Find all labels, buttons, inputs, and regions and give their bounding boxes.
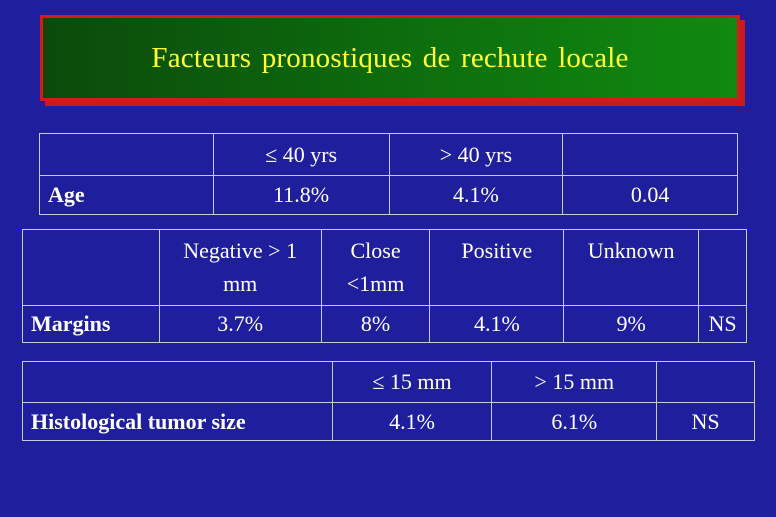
header-cell: ≤ 15 mm [332, 362, 492, 403]
header-cell: ≤ 40 yrs [213, 134, 389, 176]
header-cell: Negative > 1 mm [159, 230, 321, 306]
table-cell: 9% [564, 306, 699, 343]
row-label: Histological tumor size [23, 403, 333, 441]
header-cell [40, 134, 214, 176]
table-header-row [23, 230, 747, 306]
table-header-row [40, 134, 738, 176]
table-row [40, 176, 738, 215]
table-cell: 8% [321, 306, 430, 343]
table-row [23, 403, 755, 441]
header-cell: > 40 yrs [389, 134, 563, 176]
header-cell: Positive [430, 230, 564, 306]
table-cell: NS [657, 403, 755, 441]
table-row [23, 306, 747, 343]
title-box [40, 15, 740, 101]
header-cell [699, 230, 747, 306]
table-cell: 4.1% [332, 403, 492, 441]
row-label: Margins [23, 306, 160, 343]
header-cell [23, 230, 160, 306]
header-cell: > 15 mm [492, 362, 657, 403]
table-cell: 6.1% [492, 403, 657, 441]
table-cell: 4.1% [389, 176, 563, 215]
row-label: Age [40, 176, 214, 215]
header-cell [23, 362, 333, 403]
table-cell: 4.1% [430, 306, 564, 343]
table-header-row [23, 362, 755, 403]
table-cell: 3.7% [159, 306, 321, 343]
header-cell [563, 134, 738, 176]
table-cell: 11.8% [213, 176, 389, 215]
slide-title: Facteurs pronostiques de rechute locale [151, 41, 629, 74]
size-table [22, 361, 755, 441]
header-cell: Unknown [564, 230, 699, 306]
header-cell [657, 362, 755, 403]
table-cell: 0.04 [563, 176, 738, 215]
age-table [39, 133, 738, 215]
header-cell: Close <1mm [321, 230, 430, 306]
margins-table [22, 229, 747, 343]
table-cell: NS [699, 306, 747, 343]
